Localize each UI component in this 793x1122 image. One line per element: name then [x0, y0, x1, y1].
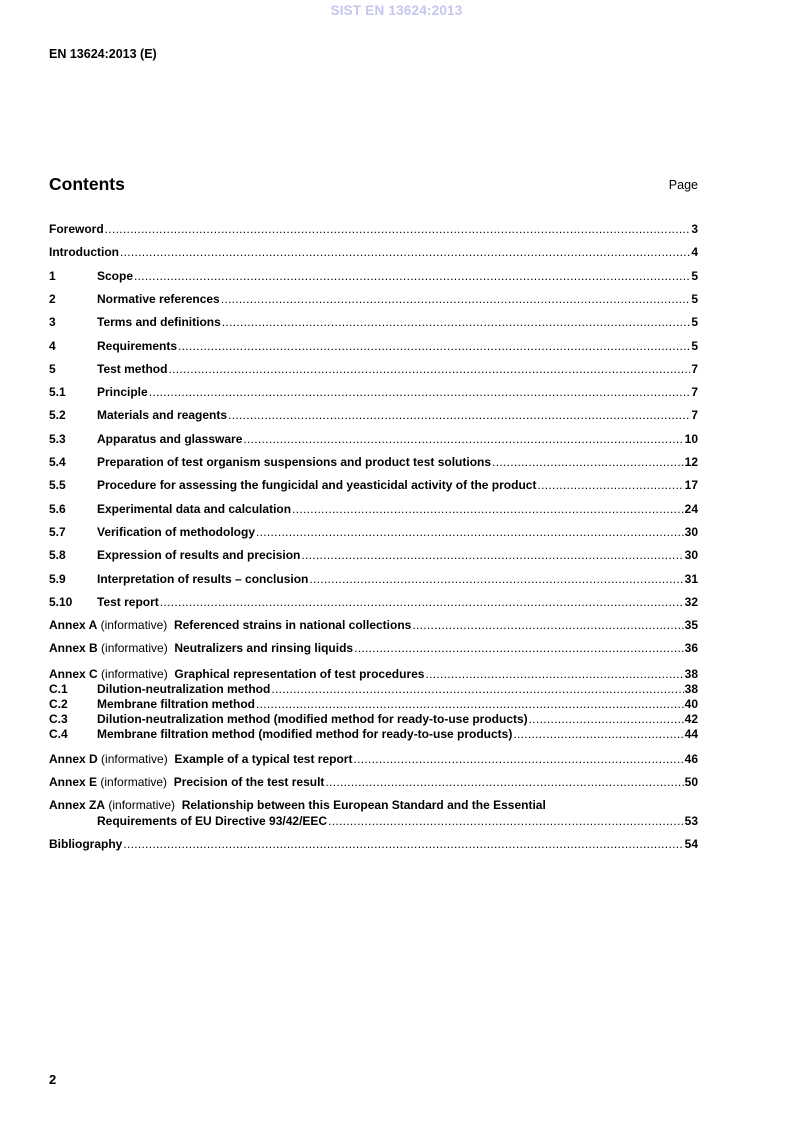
- page-column-label: Page: [668, 178, 698, 192]
- annex-prefix: Annex D: [49, 751, 98, 766]
- toc-entry-number: C.3: [49, 711, 68, 726]
- toc-entry-label: Principle: [97, 385, 148, 400]
- toc-entry-page: 7: [691, 408, 698, 423]
- toc-entry-interpretation[interactable]: [49, 572, 698, 587]
- toc-entry-c1[interactable]: [49, 682, 698, 697]
- toc-entry-bibliography[interactable]: [49, 837, 698, 852]
- toc-entry-c2[interactable]: [49, 697, 698, 712]
- toc-entry-label: Experimental data and calculation: [97, 501, 292, 516]
- toc-entry-page: 50: [684, 775, 698, 790]
- dot-leader: [271, 682, 683, 697]
- toc-entry-page: 42: [684, 711, 698, 726]
- toc-entry-number: 5.2: [49, 408, 66, 423]
- toc-entry-label: Scope: [97, 268, 134, 283]
- toc-entry-label: Test report: [97, 594, 159, 609]
- toc-entry-test-method[interactable]: [49, 362, 698, 377]
- toc-entry-number: 5.7: [49, 524, 66, 539]
- toc-entry-annex-d[interactable]: [49, 752, 698, 767]
- toc-entry-c3[interactable]: [49, 712, 698, 727]
- toc-entry-page: 17: [684, 478, 698, 493]
- dot-leader: [412, 618, 683, 633]
- toc-entry-number: 1: [49, 268, 56, 283]
- annex-prefix: Annex ZA: [49, 798, 106, 813]
- toc-entry-page: 46: [684, 751, 698, 766]
- toc-entry-number: 5.10: [49, 594, 73, 609]
- dot-leader: [178, 339, 690, 354]
- toc-entry-annex-b[interactable]: [49, 641, 698, 656]
- toc-entry-procedure[interactable]: [49, 478, 698, 493]
- dot-leader: [120, 245, 690, 260]
- toc-entry-label: Introduction: [49, 245, 119, 260]
- toc-entry-experimental-data[interactable]: [49, 502, 698, 517]
- toc-entry-label: Requirements of EU Directive 93/42/EEC: [97, 814, 328, 829]
- dot-leader: [325, 775, 683, 790]
- dot-leader: [292, 502, 684, 517]
- dot-leader: [134, 269, 690, 284]
- annex-za-line2: [49, 814, 698, 829]
- toc-entry-page: 12: [684, 455, 698, 469]
- toc-entry-verification[interactable]: [49, 525, 698, 540]
- toc-entry-foreword[interactable]: [49, 222, 698, 237]
- dot-leader: [228, 408, 690, 423]
- toc-entry-page: 3: [691, 222, 698, 236]
- toc-entry-label: Referenced strains in national collections: [173, 618, 412, 633]
- toc-entry-page: 30: [684, 548, 698, 563]
- annex-prefix: Annex E: [49, 775, 98, 790]
- toc-entry-number: 5.3: [49, 431, 66, 446]
- dot-leader: [256, 697, 684, 712]
- dot-leader: [123, 837, 683, 852]
- toc-entry-annex-za[interactable]: [49, 798, 698, 829]
- toc-entry-number: 5.8: [49, 548, 66, 563]
- toc-entry-page: 7: [691, 385, 698, 400]
- toc-entry-normative-references[interactable]: [49, 292, 698, 307]
- dot-leader: [222, 315, 691, 330]
- toc-entry-label: Foreword: [49, 222, 104, 236]
- toc-entry-annex-e[interactable]: [49, 775, 698, 790]
- toc-entry-materials-reagents[interactable]: [49, 408, 698, 423]
- annex-prefix: Annex B: [49, 641, 98, 656]
- toc-entry-annex-a[interactable]: [49, 618, 698, 633]
- toc-entry-label: Graphical representation of test procedures: [174, 666, 425, 681]
- dot-leader: [309, 572, 683, 587]
- toc-entry-page: 38: [684, 681, 698, 696]
- toc-entry-terms-definitions[interactable]: [49, 315, 698, 330]
- document-id: EN 13624:2013 (E): [49, 47, 157, 61]
- toc-entry-label: Apparatus and glassware: [97, 431, 243, 446]
- toc-entry-page: 10: [684, 431, 698, 446]
- dot-leader: [529, 712, 684, 727]
- toc-entry-number: 3: [49, 315, 56, 330]
- toc-entry-label: Dilution-neutralization method: [97, 681, 271, 696]
- page-number: 2: [49, 1072, 57, 1087]
- toc-entry-page: 38: [684, 666, 698, 681]
- dot-leader: [243, 432, 683, 447]
- toc-entry-annex-c[interactable]: [49, 667, 698, 682]
- toc-entry-number: 5.6: [49, 501, 66, 516]
- toc-entry-principle[interactable]: [49, 385, 698, 400]
- toc-entry-page: 30: [684, 524, 698, 539]
- annex-informative: (informative): [101, 751, 168, 766]
- toc-entry-label: Example of a typical test report: [174, 751, 353, 766]
- toc-entry-requirements[interactable]: [49, 339, 698, 354]
- toc-entry-page: 53: [684, 814, 698, 829]
- toc-entry-label: Terms and definitions: [97, 315, 221, 330]
- toc-entry-label: Test method: [97, 361, 168, 376]
- toc-entry-introduction[interactable]: [49, 245, 698, 260]
- toc-entry-page: 35: [684, 618, 698, 633]
- toc-entry-preparation[interactable]: [49, 455, 698, 470]
- dot-leader: [354, 641, 684, 656]
- toc-entry-page: 44: [684, 726, 698, 741]
- toc-entry-number: 4: [49, 338, 56, 353]
- toc-entry-label: Bibliography: [49, 836, 123, 851]
- toc-entry-label: Preparation of test organism suspensions and product test solutions: [97, 455, 492, 469]
- toc-entry-page: 40: [684, 696, 698, 711]
- toc-entry-scope[interactable]: [49, 269, 698, 284]
- dot-leader: [221, 292, 691, 307]
- watermark: SIST EN 13624:2013: [330, 3, 463, 18]
- toc-entry-page: 4: [691, 245, 698, 260]
- annex-informative: (informative): [100, 618, 168, 633]
- toc-entry-number: 5.5: [49, 478, 66, 493]
- toc-entry-label: Dilution-neutralization method (modified method for ready-to-use products): [97, 711, 528, 726]
- toc-entry-page: 5: [691, 268, 698, 283]
- toc-entry-number: 2: [49, 291, 56, 306]
- toc-entry-label: Neutralizers and rinsing liquids: [174, 641, 354, 656]
- annex-informative: (informative): [101, 641, 168, 656]
- dot-leader: [537, 478, 683, 493]
- toc-entry-page: 24: [684, 501, 698, 516]
- toc-entry-expression-results[interactable]: [49, 548, 698, 563]
- dot-leader: [168, 362, 690, 377]
- dot-leader: [301, 548, 683, 563]
- dot-leader: [256, 525, 684, 540]
- toc-entry-label: Expression of results and precision: [97, 548, 301, 563]
- toc-entry-page: 5: [691, 315, 698, 330]
- toc-entry-test-report[interactable]: [49, 595, 698, 610]
- toc-entry-label: Relationship between this European Standard and the Essential: [181, 798, 546, 813]
- toc-entry-label: Procedure for assessing the fungicidal and yeasticidal activity of the product: [97, 478, 537, 493]
- toc-entry-page: 36: [684, 641, 698, 656]
- dot-leader: [353, 752, 683, 767]
- toc-entry-number: C.1: [49, 681, 68, 696]
- toc-entry-apparatus[interactable]: [49, 432, 698, 447]
- annex-informative: (informative): [108, 798, 176, 813]
- dot-leader: [513, 727, 683, 742]
- toc-entry-page: 7: [691, 361, 698, 376]
- toc-entry-page: 31: [684, 571, 698, 586]
- toc-entry-page: 32: [684, 594, 698, 609]
- annex-informative: (informative): [100, 775, 168, 790]
- toc-entry-page: 54: [684, 836, 698, 851]
- dot-leader: [328, 814, 684, 829]
- toc-entry-label: Precision of the test result: [173, 775, 325, 790]
- annex-prefix: Annex C: [49, 666, 98, 681]
- toc-entry-label: Requirements: [97, 338, 178, 353]
- annex-za-line1: [49, 798, 698, 813]
- toc-entry-label: Membrane filtration method: [97, 696, 256, 711]
- toc-entry-number: C.4: [49, 726, 68, 741]
- dot-leader: [105, 222, 691, 237]
- dot-leader: [425, 667, 683, 682]
- dot-leader: [160, 595, 684, 610]
- toc-entry-number: 5.4: [49, 455, 66, 469]
- annex-prefix: Annex A: [49, 618, 98, 633]
- toc-entry-label: Membrane filtration method (modified method for ready-to-use products): [97, 726, 513, 741]
- toc-entry-c4[interactable]: [49, 727, 698, 742]
- toc-entry-label: Interpretation of results – conclusion: [97, 571, 309, 586]
- toc-entry-page: 5: [691, 291, 698, 306]
- toc-entry-number: 5: [49, 361, 56, 376]
- contents-heading: Contents: [49, 174, 125, 194]
- dot-leader: [492, 455, 684, 470]
- toc-entry-label: Materials and reagents: [97, 408, 228, 423]
- dot-leader: [149, 385, 691, 400]
- toc-entry-number: 5.9: [49, 571, 66, 586]
- toc-entry-label: Verification of methodology: [97, 524, 256, 539]
- toc-entry-label: Normative references: [97, 291, 220, 306]
- annex-informative: (informative): [101, 666, 168, 681]
- toc-entry-page: 5: [691, 338, 698, 353]
- toc-entry-number: 5.1: [49, 385, 66, 400]
- toc-entry-number: C.2: [49, 696, 68, 711]
